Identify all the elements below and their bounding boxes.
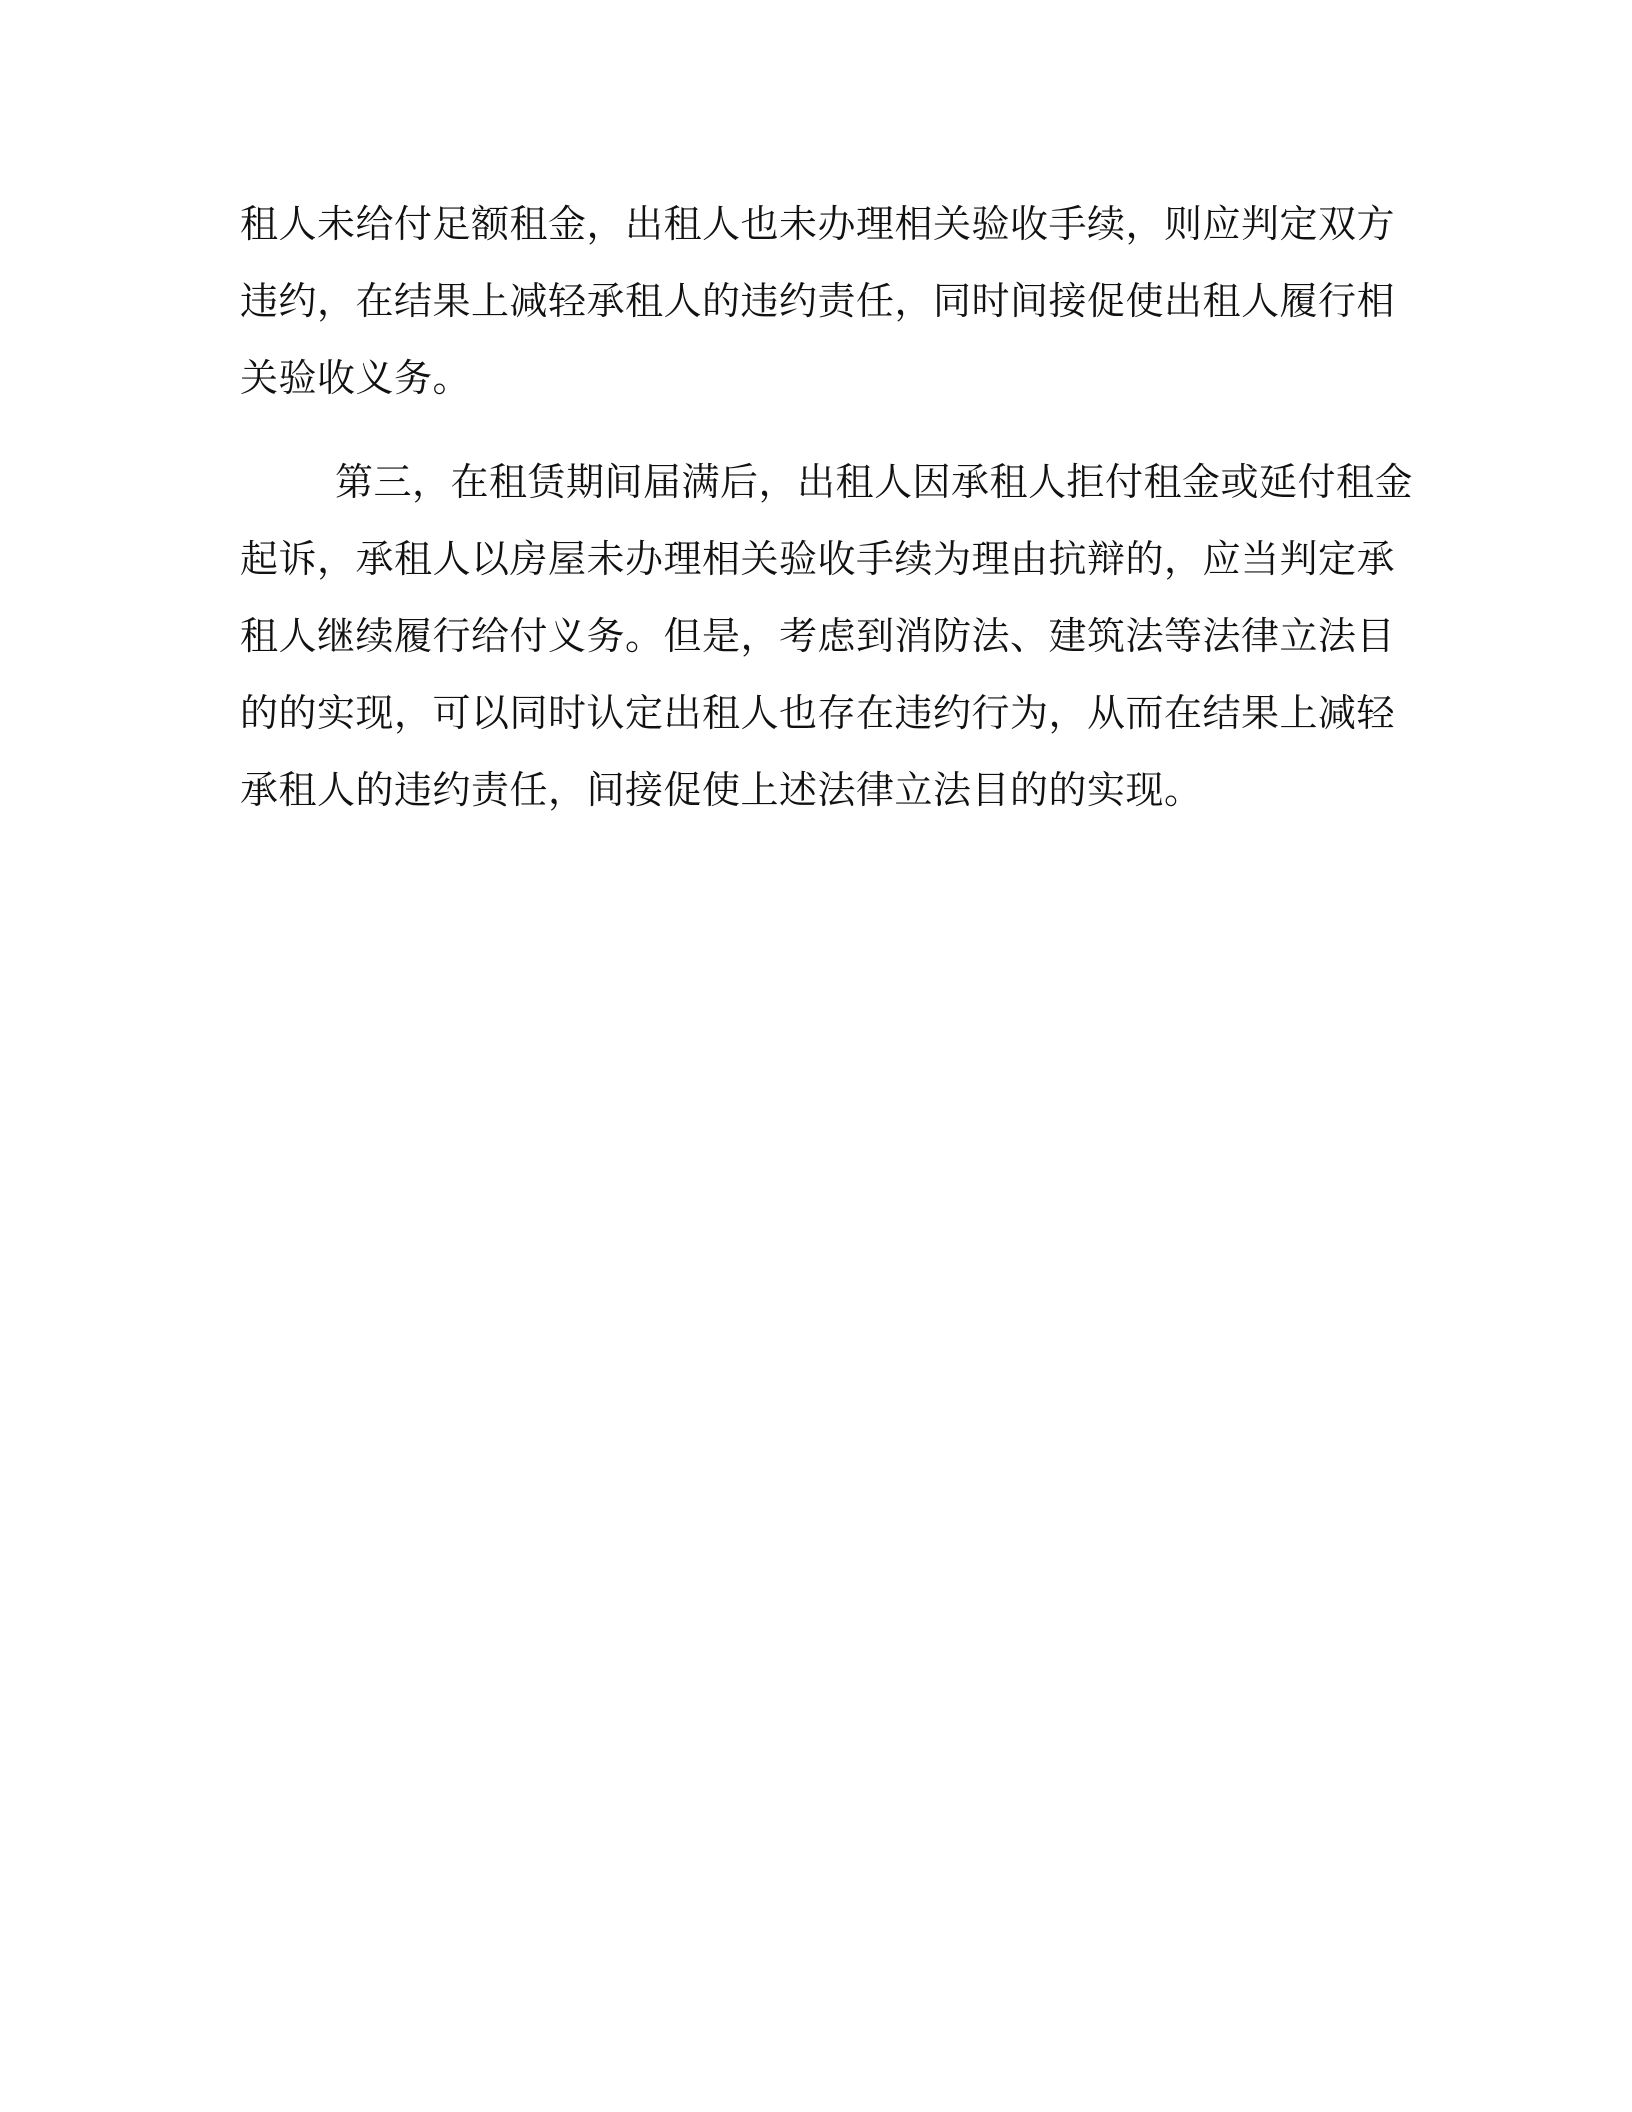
text-line: 承租人的违约责任，间接促使上述法律立法目的的实现。 bbox=[240, 768, 1203, 812]
text-line: 违约，在结果上减轻承租人的违约责任，同时间接促使出租人履行相 bbox=[240, 279, 1396, 323]
paragraph-spacing bbox=[240, 417, 1380, 444]
text-line: 租人未给付足额租金，出租人也未办理相关验收手续，则应判定双方 bbox=[240, 202, 1396, 246]
paragraph-1 bbox=[240, 186, 1396, 417]
text-line: 起诉，承租人以房屋未办理相关验收手续为理由抗辩的，应当判定承 bbox=[240, 537, 1396, 581]
text-line: 的的实现，可以同时认定出租人也存在违约行为，从而在结果上减轻 bbox=[240, 691, 1396, 735]
text-line: 关验收义务。 bbox=[240, 356, 472, 400]
text-line-indented: 第三，在租赁期间届满后，出租人因承租人拒付租金或延付租金 bbox=[335, 460, 1414, 504]
paragraph-2 bbox=[240, 444, 1414, 829]
text-line: 租人继续履行给付义务。但是，考虑到消防法、建筑法等法律立法目 bbox=[240, 614, 1396, 658]
document-body bbox=[240, 186, 1414, 829]
